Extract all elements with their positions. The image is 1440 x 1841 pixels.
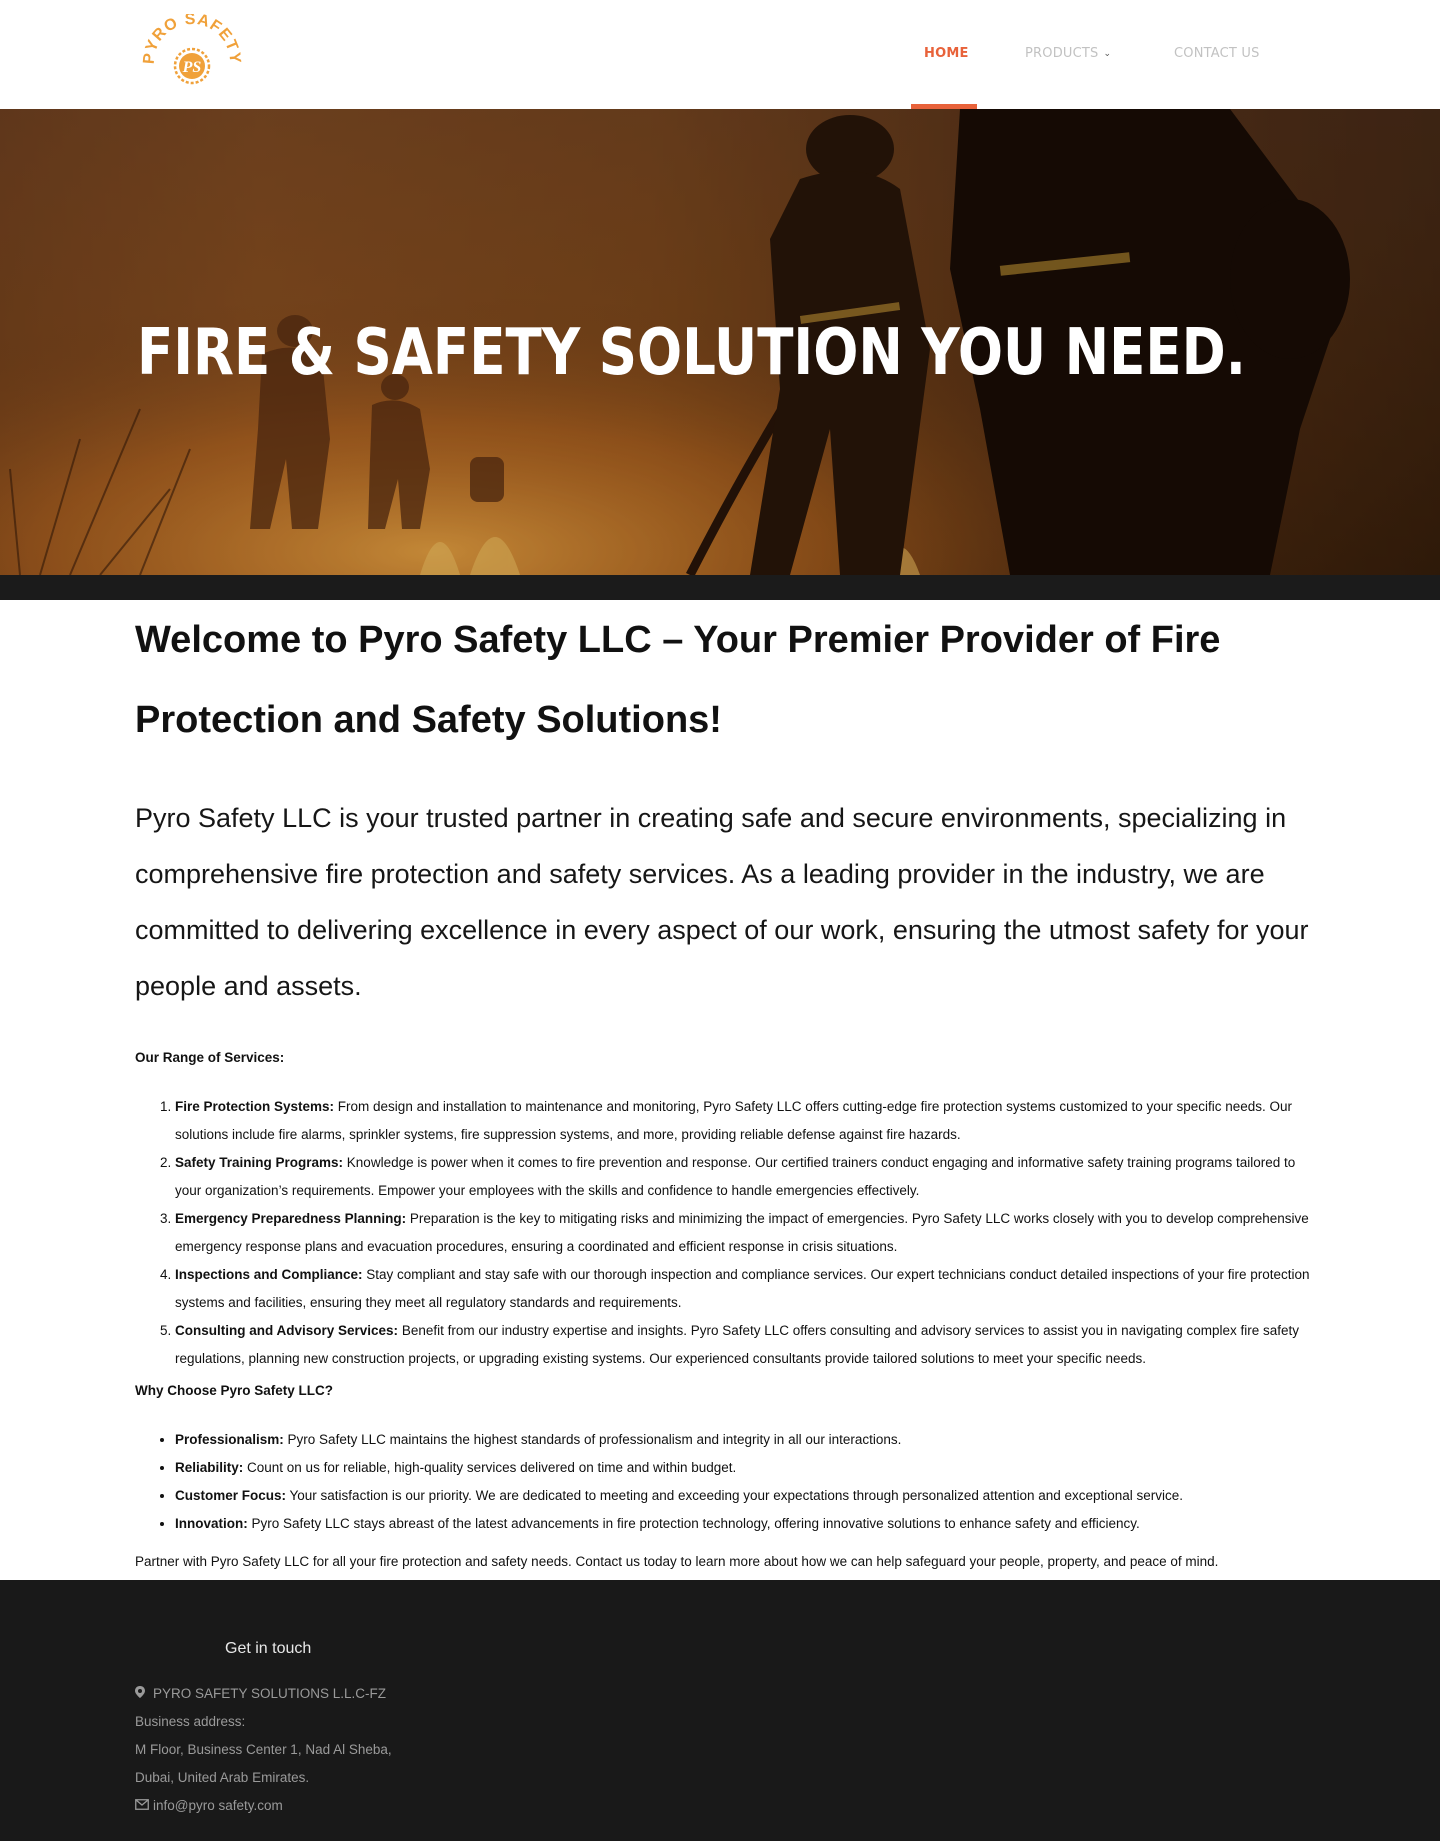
list-item: [175, 1149, 1315, 1205]
reason-text: Count on us for reliable, high-quality services delivered on time and within budget.: [243, 1460, 737, 1475]
logo-graphic: [140, 14, 244, 90]
services-heading: Our Range of Services:: [135, 1050, 285, 1065]
list-item: [175, 1317, 1315, 1373]
list-item: [175, 1510, 1315, 1538]
footer-email-link[interactable]: info@pyro safety.com: [153, 1798, 283, 1813]
reasons-list: [175, 1426, 1315, 1538]
list-item: [175, 1093, 1315, 1149]
service-text: From design and installation to maintenance and monitoring, Pyro Safety LLC offers cutting-edge fire protection systems customized to your specific needs. Our solutions include fire alarms, sprinkler systems, fire suppression systems, and more, providing reliable defense against fire hazards.: [175, 1099, 1293, 1142]
service-text: Preparation is the key to mitigating risks and minimizing the impact of emergencies. Pyro Safety LLC works closely with you to develop comprehensive emergency response plans and evacuation procedures, ensuring a coordinated and efficient response in crisis situations.: [175, 1211, 1309, 1254]
services-list: [175, 1093, 1315, 1373]
site-header: [0, 0, 1440, 109]
reason-title: Professionalism:: [175, 1432, 284, 1447]
hero-title: FIRE & SAFETY SOLUTION YOU NEED.: [137, 316, 1246, 390]
nav-products-label: PRODUCTS: [1025, 46, 1099, 61]
footer-company-row: [135, 1680, 392, 1708]
service-title: Emergency Preparedness Planning:: [175, 1211, 407, 1226]
logo-monogram: PS: [182, 59, 202, 76]
logo-text: PYRO SAFETY: [140, 14, 244, 65]
service-title: Consulting and Advisory Services:: [175, 1323, 399, 1338]
reason-title: Innovation:: [175, 1516, 248, 1531]
hero-banner: [0, 109, 1440, 575]
list-item: [175, 1482, 1315, 1510]
closing-paragraph: Partner with Pyro Safety LLC for all your fire protection and safety needs. Contact us today to learn more about how we can help safeguard your people, property, and peace of mind.: [135, 1554, 1219, 1569]
footer-email-row[interactable]: [135, 1792, 392, 1820]
list-item: [175, 1205, 1315, 1261]
intro-paragraph: Pyro Safety LLC is your trusted partner in creating safe and secure environments, specializing in comprehensive fire protection and safety services. As a leading provider in the industry, we are committed to delivering excellence in every aspect of our work, ensuring the utmost safety for your people and assets.: [135, 803, 1309, 1001]
envelope-icon: [135, 1792, 149, 1820]
main-content: [135, 600, 1315, 1576]
site-logo[interactable]: [140, 14, 244, 90]
reason-title: Customer Focus:: [175, 1488, 287, 1503]
welcome-heading: Welcome to Pyro Safety LLC – Your Premier Provider of Fire Protection and Safety Solutions!: [135, 619, 1221, 741]
hero-bottom-band: [0, 575, 1440, 600]
service-title: Fire Protection Systems:: [175, 1099, 335, 1114]
nav-home[interactable]: HOME: [924, 46, 969, 61]
service-title: Safety Training Programs:: [175, 1155, 344, 1170]
footer-title: Get in touch: [225, 1640, 312, 1657]
reason-text: Your satisfaction is our priority. We are dedicated to meeting and exceeding your expectations through personalized attention and exceptional service.: [286, 1488, 1184, 1503]
footer-address-label: Business address:: [135, 1714, 246, 1729]
map-marker-icon: [135, 1680, 149, 1708]
footer-contact: [135, 1680, 392, 1820]
footer-address-line2: Dubai, United Arab Emirates.: [135, 1770, 310, 1785]
nav-contact[interactable]: CONTACT US: [1174, 46, 1260, 61]
reason-text: Pyro Safety LLC maintains the highest standards of professionalism and integrity in all our interactions.: [283, 1432, 902, 1447]
chevron-down-icon: ⌄: [1103, 49, 1112, 59]
why-heading: Why Choose Pyro Safety LLC?: [135, 1383, 334, 1398]
footer-address-line1: M Floor, Business Center 1, Nad Al Sheba,: [135, 1742, 392, 1757]
service-title: Inspections and Compliance:: [175, 1267, 363, 1282]
nav-products[interactable]: [1025, 46, 1111, 61]
list-item: [175, 1426, 1315, 1454]
reason-title: Reliability:: [175, 1460, 244, 1475]
service-text: Knowledge is power when it comes to fire prevention and response. Our certified trainers conduct engaging and informative safety training programs tailored to your organization’s requirements. Empower your employees with the skills and confidence to handle emergencies effectively.: [175, 1155, 1296, 1198]
service-text: Stay compliant and stay safe with our thorough inspection and compliance services. Our expert technicians conduct detailed inspections of your fire protection systems and facilities, ensuring they meet all regulatory standards and requirements.: [175, 1267, 1310, 1310]
list-item: [175, 1454, 1315, 1482]
site-footer: [0, 1580, 1440, 1841]
reason-text: Pyro Safety LLC stays abreast of the latest advancements in fire protection technology, offering innovative solutions to enhance safety and efficiency.: [247, 1516, 1140, 1531]
service-text: Benefit from our industry expertise and insights. Pyro Safety LLC offers consulting and advisory services to assist you in navigating complex fire safety regulations, planning new construction projects, or upgrading existing systems. Our experienced consultants provide tailored solutions to meet your specific needs.: [175, 1323, 1300, 1366]
footer-company: PYRO SAFETY SOLUTIONS L.L.C-FZ: [153, 1686, 387, 1701]
list-item: [175, 1261, 1315, 1317]
